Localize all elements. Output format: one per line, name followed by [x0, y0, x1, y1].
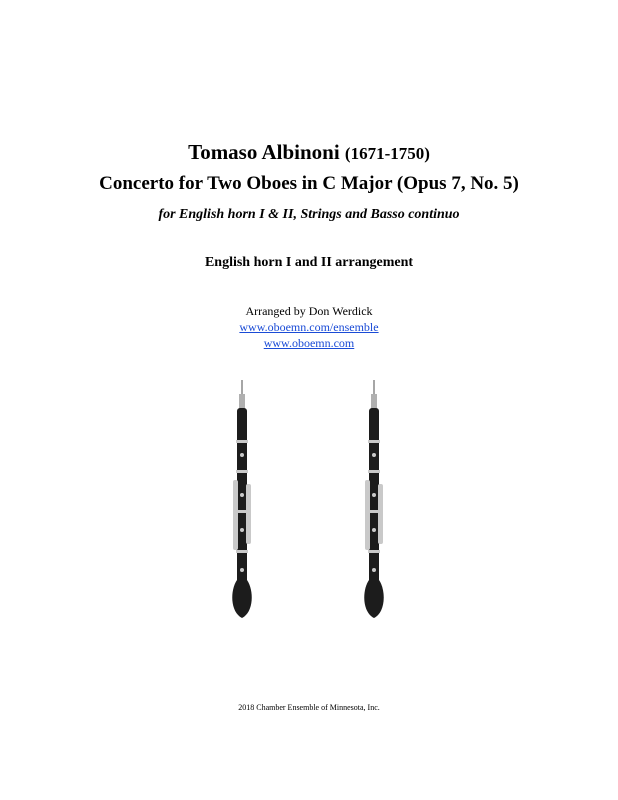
oboe-right-image [356, 380, 392, 620]
oboe-left-image [224, 380, 260, 620]
composer-dates: (1671-1750) [344, 144, 430, 163]
composer-name: Tomaso Albinoni [188, 140, 340, 164]
ensemble-link[interactable]: www.oboemn.com/ensemble [239, 320, 379, 334]
link-row-home [0, 336, 618, 351]
arrangement-heading: English horn I and II arrangement [204, 255, 414, 270]
instrumentation: for English horn I & II, Strings and Basso continuo [158, 207, 460, 222]
link-row-ensemble [0, 320, 618, 335]
work-title: Concerto for Two Oboes in C Major (Opus 7, No. 5) [99, 173, 519, 194]
homepage-link[interactable]: www.oboemn.com [263, 336, 355, 350]
copyright-notice: 2018 Chamber Ensemble of Minnesota, Inc. [238, 703, 380, 712]
composer-heading [0, 140, 618, 165]
arranger-credit: Arranged by Don Werdick [245, 304, 373, 318]
